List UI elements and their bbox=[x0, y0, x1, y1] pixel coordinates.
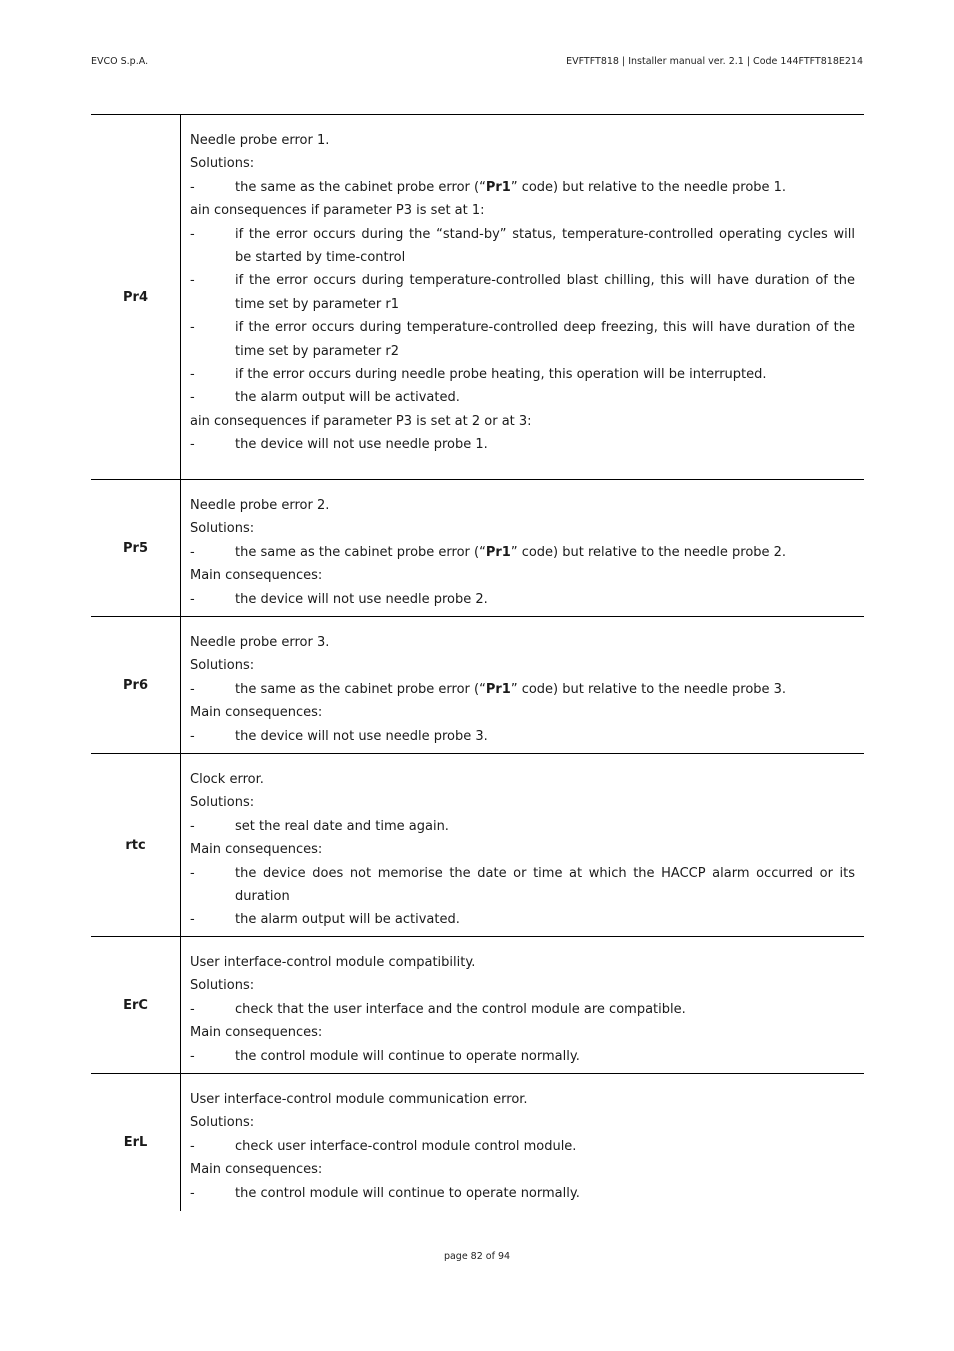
header-company: EVCO S.p.A. bbox=[91, 56, 149, 67]
code-reference: Pr1 bbox=[485, 179, 511, 195]
description-line: Clock error. bbox=[190, 772, 264, 787]
description-line: User interface-control module communication error. bbox=[190, 1092, 528, 1107]
bullet-dash: - bbox=[190, 273, 195, 289]
description-line: Main consequences: bbox=[190, 1162, 323, 1178]
description-line: ain consequences if parameter P3 is set at 1: bbox=[190, 203, 485, 219]
list-item-text: the alarm output will be activated. bbox=[235, 390, 460, 406]
description-line: Main consequences: bbox=[190, 568, 323, 584]
bullet-dash: - bbox=[190, 367, 195, 383]
list-item bbox=[190, 223, 855, 270]
list-item-text: if the error occurs during the “stand-by” status, temperature-controlled operating cycles will be started by time-control bbox=[235, 226, 855, 266]
bullet-dash: - bbox=[190, 1138, 195, 1154]
error-table bbox=[91, 114, 864, 1211]
description-line: Solutions: bbox=[190, 978, 255, 994]
bullet-dash: - bbox=[190, 390, 195, 406]
error-description bbox=[181, 480, 864, 616]
description-line: Solutions: bbox=[190, 1115, 255, 1131]
list-item bbox=[190, 815, 855, 838]
description-line: User interface-control module compatibility. bbox=[190, 955, 476, 970]
list-item-text: the alarm output will be activated. bbox=[235, 912, 460, 928]
bullet-dash: - bbox=[190, 1048, 195, 1064]
list-item bbox=[190, 998, 855, 1021]
list-item bbox=[190, 908, 855, 931]
list-item-text: the control module will continue to operate normally. bbox=[235, 1185, 580, 1201]
list-item-text: the device will not use needle probe 1. bbox=[235, 437, 488, 453]
list-item-text: if the error occurs during temperature-controlled deep freezing, this will have duration of the time set by parameter r2 bbox=[235, 320, 855, 359]
error-description bbox=[181, 754, 864, 936]
error-code: ErL bbox=[91, 1074, 181, 1211]
text-fragment: the same as the cabinet probe error (“ bbox=[235, 544, 486, 560]
list-item bbox=[190, 541, 855, 564]
bullet-dash: - bbox=[190, 591, 195, 607]
bullet-dash: - bbox=[190, 1185, 195, 1201]
list-item bbox=[190, 1135, 855, 1158]
bullet-dash: - bbox=[190, 681, 195, 697]
error-description bbox=[181, 617, 864, 753]
list-item-text bbox=[235, 541, 855, 564]
list-item bbox=[190, 862, 855, 909]
table-row bbox=[91, 115, 864, 480]
list-item bbox=[190, 678, 855, 701]
description-line: Solutions: bbox=[190, 521, 255, 537]
code-reference: Pr1 bbox=[485, 681, 511, 697]
text-fragment: ” code) but relative to the needle probe 3. bbox=[510, 681, 787, 697]
header-doc-info: EVFTFT818 | Installer manual ver. 2.1 | Code 144FTFT818E214 bbox=[566, 56, 863, 67]
list-item-text: if the error occurs during temperature-controlled blast chilling, this will have duration of the time set by parameter r1 bbox=[235, 273, 855, 312]
page-number: page 82 of 94 bbox=[443, 1251, 511, 1262]
bullet-dash: - bbox=[190, 437, 195, 453]
list-item-text: check that the user interface and the control module are compatible. bbox=[235, 1001, 686, 1017]
list-item bbox=[190, 269, 855, 316]
table-row bbox=[91, 617, 864, 754]
list-item-text bbox=[235, 176, 855, 199]
list-item bbox=[190, 176, 855, 199]
list-item-text: the control module will continue to operate normally. bbox=[235, 1048, 580, 1064]
text-fragment: ” code) but relative to the needle probe 2. bbox=[510, 544, 787, 560]
bullet-dash: - bbox=[190, 544, 195, 560]
text-fragment: ” code) but relative to the needle probe 1. bbox=[510, 179, 787, 195]
description-line: Needle probe error 3. bbox=[190, 635, 330, 650]
list-item-text bbox=[235, 678, 855, 701]
list-item bbox=[190, 1182, 855, 1205]
description-line: Main consequences: bbox=[190, 1025, 323, 1041]
text-fragment: the same as the cabinet probe error (“ bbox=[235, 179, 486, 195]
error-description bbox=[181, 1074, 864, 1211]
list-item-text: check user interface-control module control module. bbox=[235, 1138, 577, 1154]
description-line: Main consequences: bbox=[190, 842, 323, 858]
list-item bbox=[190, 588, 855, 611]
error-description bbox=[181, 937, 864, 1073]
table-row bbox=[91, 1074, 864, 1211]
table-row bbox=[91, 754, 864, 937]
text-fragment: the same as the cabinet probe error (“ bbox=[235, 681, 486, 697]
error-description bbox=[181, 115, 864, 479]
description-line: Main consequences: bbox=[190, 705, 323, 721]
table-row bbox=[91, 937, 864, 1074]
bullet-dash: - bbox=[190, 1001, 195, 1017]
list-item bbox=[190, 433, 855, 456]
list-item bbox=[190, 316, 855, 363]
description-line: Needle probe error 1. bbox=[190, 133, 330, 148]
list-item-text: the device will not use needle probe 3. bbox=[235, 728, 488, 744]
list-item-text: set the real date and time again. bbox=[235, 818, 449, 834]
description-line: Solutions: bbox=[190, 795, 255, 811]
description-line: ain consequences if parameter P3 is set at 2 or at 3: bbox=[190, 413, 532, 429]
code-reference: Pr1 bbox=[485, 544, 511, 560]
bullet-dash: - bbox=[190, 912, 195, 928]
list-item bbox=[190, 725, 855, 748]
error-code: Pr4 bbox=[91, 115, 181, 479]
list-item-text: the device will not use needle probe 2. bbox=[235, 591, 488, 607]
description-line: Solutions: bbox=[190, 658, 255, 674]
list-item-text: if the error occurs during needle probe heating, this operation will be interrupted. bbox=[235, 367, 767, 383]
bullet-dash: - bbox=[190, 179, 195, 195]
description-line: Needle probe error 2. bbox=[190, 498, 330, 513]
bullet-dash: - bbox=[190, 865, 195, 881]
list-item bbox=[190, 386, 855, 409]
error-code: Pr6 bbox=[91, 617, 181, 753]
error-code: ErC bbox=[91, 937, 181, 1073]
bullet-dash: - bbox=[190, 728, 195, 744]
table-row bbox=[91, 480, 864, 617]
bullet-dash: - bbox=[190, 818, 195, 834]
list-item bbox=[190, 1045, 855, 1068]
error-code: rtc bbox=[91, 754, 181, 936]
bullet-dash: - bbox=[190, 320, 195, 336]
list-item bbox=[190, 363, 855, 386]
error-code: Pr5 bbox=[91, 480, 181, 616]
bullet-dash: - bbox=[190, 226, 195, 242]
description-line: Solutions: bbox=[190, 156, 255, 172]
list-item-text: the device does not memorise the date or time at which the HACCP alarm occurred or its duration bbox=[235, 865, 855, 905]
